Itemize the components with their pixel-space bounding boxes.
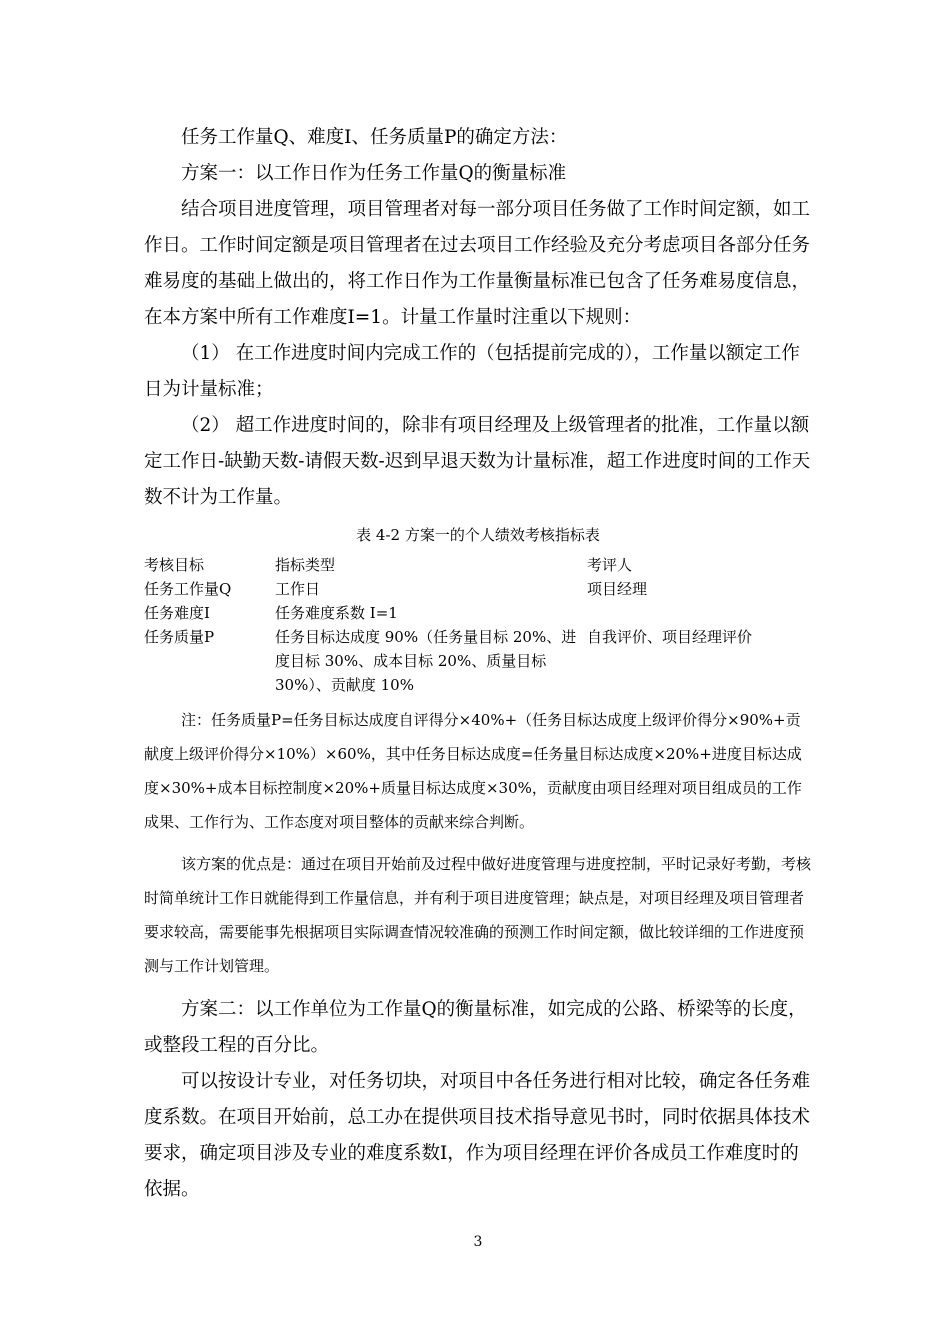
table-header-cell: 考核目标 [144,556,205,574]
table-cell: 工作日 [275,580,321,598]
table-title: 表 4-2 方案一的个人绩效考核指标表 [356,526,600,544]
table-row [140,625,821,697]
kpi-table [140,553,821,697]
table-note: 注：任务质量P=任务目标达成度自评得分×40%+（任务目标达成度上级评价得分×90%+贡献度上级评价得分×10%）×60%，其中任务目标达成度=任务量目标达成度×20%+进度目标达成度×30%+成本目标控制度×20%+质量目标达成度×30%，贡献度由项目经理对项目组成员的工作成果、工作行为、工作态度对项目整体的贡献来综合判断。 [144,711,802,831]
table-cell: 任务难度I [144,604,210,622]
table-cell: 任务工作量Q [144,580,232,598]
table-cell: 任务目标达成度 90%（任务量目标 20%、进度目标 30%、成本目标 20%、质量目标 30%）、贡献度 10% [275,628,577,694]
table-cell: 项目经理 [587,580,648,598]
paragraph-scheme-one-body: 结合项目进度管理，项目管理者对每一部分项目任务做了工作时间定额，如工作日。工作时间定额是项目管理者在过去项目工作经验及充分考虑项目各部分任务难易度的基础上做出的，将工作日作为工作量衡量标准已包含了任务难易度信息，在本方案中所有工作难度I=1。计量工作量时注重以下规则： [144,199,811,328]
table-header-cell: 考评人 [587,556,633,574]
table-cell: 自我评价、项目经理评价 [587,628,753,646]
paragraph-scheme-two-title: 方案二：以工作单位为工作量Q的衡量标准，如完成的公路、桥梁等的长度，或整段工程的百分比。 [144,999,807,1056]
rule-item-1: （1） 在工作进度时间内完成工作的（包括提前完成的），工作量以额定工作日为计量标准； [144,343,800,400]
paragraph-scheme-one-title: 方案一：以工作日作为任务工作量Q的衡量标准 [181,163,567,184]
table-row [140,577,821,601]
table-header-row [140,553,821,577]
table-cell [583,601,821,625]
table-header-cell: 指标类型 [275,556,336,574]
table-row [140,601,821,625]
paragraph-methods-intro: 任务工作量Q、难度I、任务质量P的确定方法： [181,127,568,148]
scheme-one-evaluation: 该方案的优点是：通过在项目开始前及过程中做好进度管理与进度控制，平时记录好考勤，考核时简单统计工作日就能得到工作量信息，并有利于项目进度管理；缺点是，对项目经理及项目管理者要求较高，需要能事先根据项目实际调查情况较准确的预测工作时间定额，做比较详细的工作进度预测与工作计划管理。 [144,855,812,975]
table-cell: 任务难度系数 I=1 [275,604,398,622]
page-number: 3 [473,1234,483,1250]
rule-item-2: （2） 超工作进度时间的，除非有项目经理及上级管理者的批准，工作量以额定工作日-缺勤天数-请假天数-迟到早退天数为计量标准，超工作进度时间的工作天数不计为工作量。 [144,415,811,508]
paragraph-scheme-two-body: 可以按设计专业，对任务切块，对项目中各任务进行相对比较，确定各任务难度系数。在项目开始前，总工办在提供项目技术指导意见书时，同时依据具体技术要求，确定项目涉及专业的难度系数I，作为项目经理在评价各成员工作难度时的依据。 [144,1071,811,1200]
table-cell: 任务质量P [144,628,215,646]
